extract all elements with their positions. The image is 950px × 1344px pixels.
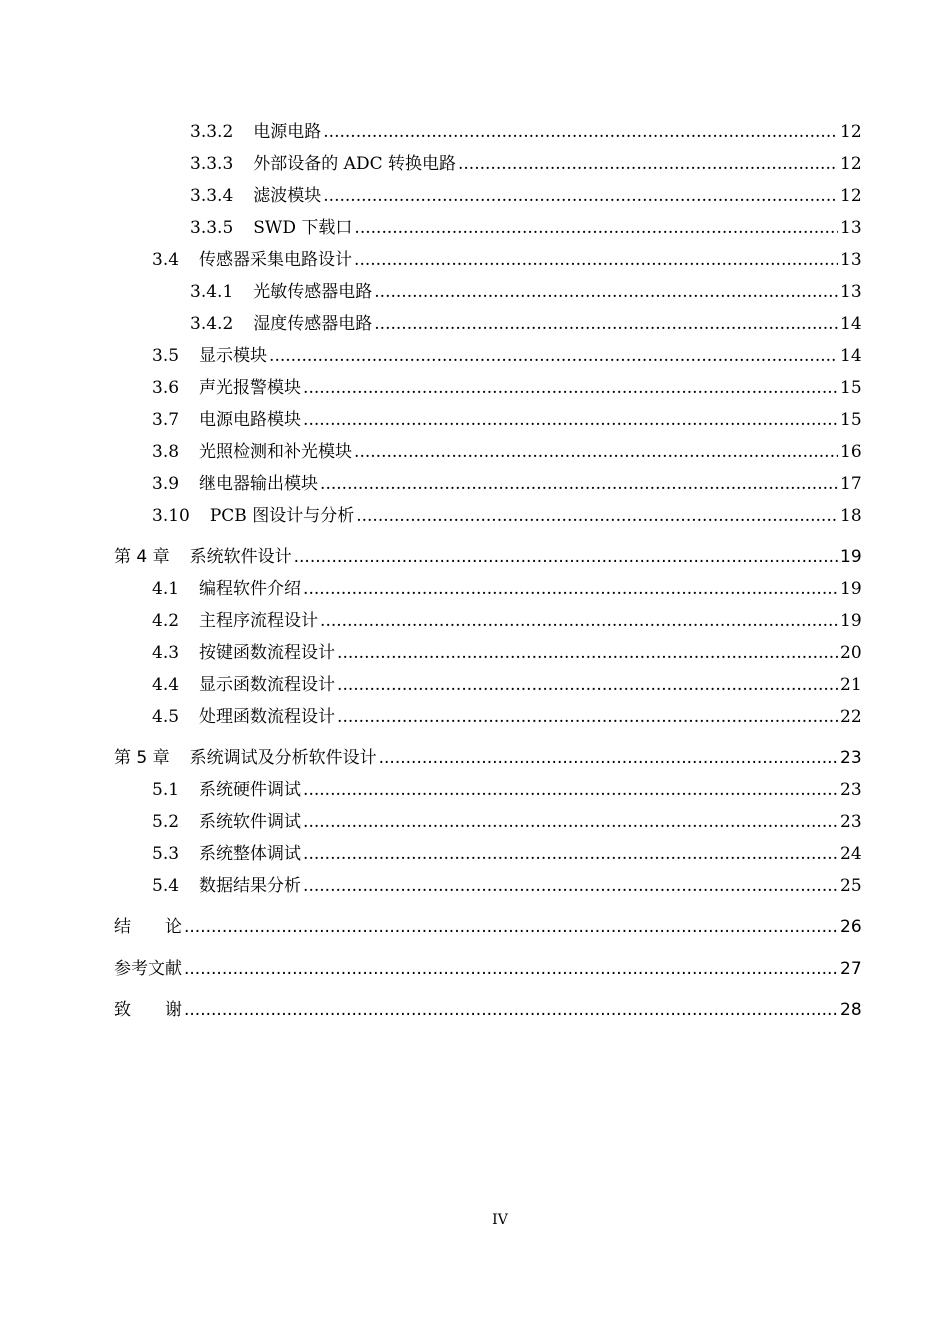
toc-entry-page: 23	[840, 780, 862, 800]
toc-leader-dots	[323, 120, 838, 144]
toc-conclusion-entry[interactable]	[114, 915, 860, 939]
toc-leader-dots	[320, 472, 838, 496]
toc-entry-number: 第 4 章	[114, 547, 170, 567]
toc-entry[interactable]	[152, 472, 860, 496]
toc-entry[interactable]	[152, 248, 860, 272]
toc-entry-number: 3.4	[152, 250, 180, 270]
toc-leader-dots	[374, 312, 838, 336]
toc-leader-dots	[294, 545, 838, 569]
toc-leader-dots	[356, 504, 838, 528]
toc-entry[interactable]	[152, 810, 860, 834]
toc-entry-title: 电源电路模块	[199, 410, 302, 430]
toc-entry-page: 19	[840, 547, 862, 567]
toc-entry-page: 15	[840, 410, 862, 430]
toc-entry-page: 13	[840, 218, 862, 238]
toc-entry-page: 26	[840, 917, 862, 937]
toc-entry-number: 3.3.2	[190, 122, 234, 142]
toc-leader-dots	[337, 641, 838, 665]
toc-entry-number: 4.2	[152, 611, 180, 631]
toc-entry-page: 22	[840, 707, 862, 727]
toc-entry-page: 14	[840, 314, 862, 334]
toc-entry-title: 处理函数流程设计	[199, 707, 336, 727]
toc-entry-title: 系统调试及分析软件设计	[189, 748, 377, 768]
toc-entry-page: 24	[840, 844, 862, 864]
toc-entry-title: 主程序流程设计	[199, 611, 319, 631]
toc-entry-title: 参考文献	[114, 959, 182, 979]
toc-leader-dots	[303, 874, 838, 898]
toc-entry-title: 光照检测和补光模块	[199, 442, 353, 462]
toc-leader-dots	[379, 746, 838, 770]
toc-entry-title: SWD 下载口	[253, 218, 353, 238]
toc-entry-number: 3.3.3	[190, 154, 234, 174]
toc-entry-title: 系统硬件调试	[199, 780, 302, 800]
toc-leader-dots	[303, 376, 838, 400]
toc-entry-title: 系统软件调试	[199, 812, 302, 832]
toc-entry-page: 16	[840, 442, 862, 462]
toc-entry-title: 传感器采集电路设计	[199, 250, 353, 270]
toc-leader-dots	[184, 998, 838, 1022]
toc-entry-title: 按键函数流程设计	[199, 643, 336, 663]
toc-chapter-entry[interactable]	[114, 545, 860, 569]
toc-entry[interactable]	[190, 280, 860, 304]
toc-entry-number: 3.9	[152, 474, 180, 494]
toc-entry-title: 电源电路	[253, 122, 322, 142]
toc-entry-number: 3.4.2	[190, 314, 234, 334]
toc-entry[interactable]	[152, 504, 860, 528]
toc-entry-number: 4.1	[152, 579, 180, 599]
toc-entry-title: 致 谢	[114, 1000, 182, 1020]
toc-entry-page: 21	[840, 675, 862, 695]
toc-entry-page: 20	[840, 643, 862, 663]
toc-leader-dots	[337, 673, 838, 697]
toc-entry-page: 19	[840, 579, 862, 599]
toc-entry[interactable]	[190, 120, 860, 144]
toc-entry-page: 12	[840, 122, 862, 142]
toc-entry-number: 4.5	[152, 707, 180, 727]
toc-entry-number: 3.5	[152, 346, 180, 366]
toc-entry-number: 5.2	[152, 812, 180, 832]
toc-entry-page: 17	[840, 474, 862, 494]
toc-entry[interactable]	[152, 641, 860, 665]
toc-entry-title: 滤波模块	[253, 186, 322, 206]
toc-entry-number: 5.1	[152, 780, 180, 800]
toc-leader-dots	[303, 842, 838, 866]
toc-entry-title: 继电器输出模块	[199, 474, 319, 494]
toc-entry-number: 4.3	[152, 643, 180, 663]
toc-entry-page: 23	[840, 812, 862, 832]
toc-leader-dots	[303, 408, 838, 432]
toc-entry-page: 12	[840, 186, 862, 206]
toc-chapter-entry[interactable]	[114, 746, 860, 770]
toc-leader-dots	[337, 705, 838, 729]
toc-entry-title: 外部设备的 ADC 转换电路	[253, 154, 456, 174]
toc-entry-number: 3.10	[152, 506, 190, 526]
toc-leader-dots	[303, 778, 838, 802]
toc-leader-dots	[354, 248, 838, 272]
page-footer-number: IV	[492, 1212, 508, 1228]
toc-entry[interactable]	[152, 344, 860, 368]
toc-entry-number: 5.3	[152, 844, 180, 864]
toc-entry[interactable]	[152, 673, 860, 697]
toc-entry-page: 23	[840, 748, 862, 768]
toc-entry-title: 结 论	[114, 917, 182, 937]
toc-entry[interactable]	[152, 705, 860, 729]
toc-entry-title: 显示函数流程设计	[199, 675, 336, 695]
toc-entry-title: 系统整体调试	[199, 844, 302, 864]
toc-entry-number: 5.4	[152, 876, 180, 896]
toc-leader-dots	[374, 280, 838, 304]
toc-entry-number: 3.3.4	[190, 186, 234, 206]
toc-entry-title: PCB 图设计与分析	[209, 506, 355, 526]
toc-entry-page: 25	[840, 876, 862, 896]
toc-entry-page: 13	[840, 282, 862, 302]
toc-entry-number: 3.3.5	[190, 218, 234, 238]
toc-references-entry[interactable]	[114, 957, 860, 981]
toc-entry[interactable]	[152, 577, 860, 601]
toc-leader-dots	[269, 344, 838, 368]
toc-leader-dots	[354, 216, 838, 240]
toc-entry-title: 声光报警模块	[199, 378, 302, 398]
toc-leader-dots	[354, 440, 838, 464]
toc-entry-number: 3.4.1	[190, 282, 234, 302]
toc-entry-title: 编程软件介绍	[199, 579, 302, 599]
toc-entry-number: 3.8	[152, 442, 180, 462]
toc-entry-page: 19	[840, 611, 862, 631]
toc-entry-title: 湿度传感器电路	[253, 314, 373, 334]
toc-entry-page: 14	[840, 346, 862, 366]
toc-entry-title: 系统软件设计	[189, 547, 292, 567]
toc-entry-page: 18	[840, 506, 862, 526]
toc-leader-dots	[303, 810, 838, 834]
toc-entry-number: 3.6	[152, 378, 180, 398]
toc-leader-dots	[320, 609, 838, 633]
toc-entry-page: 12	[840, 154, 862, 174]
toc-entry-title: 光敏传感器电路	[253, 282, 373, 302]
toc-entry[interactable]	[152, 609, 860, 633]
toc-entry[interactable]	[152, 778, 860, 802]
toc-entry-title: 数据结果分析	[199, 876, 302, 896]
toc-leader-dots	[458, 152, 838, 176]
toc-leader-dots	[323, 184, 838, 208]
toc-entry-page: 27	[840, 959, 862, 979]
toc-entry[interactable]	[190, 216, 860, 240]
toc-entry-number: 第 5 章	[114, 748, 170, 768]
toc-leader-dots	[184, 915, 838, 939]
toc-entry[interactable]	[190, 312, 860, 336]
toc-entry[interactable]	[152, 842, 860, 866]
toc-entry[interactable]	[152, 874, 860, 898]
toc-entry-number: 3.7	[152, 410, 180, 430]
toc-entry-number: 4.4	[152, 675, 180, 695]
toc-entry[interactable]	[190, 152, 860, 176]
toc-entry[interactable]	[152, 408, 860, 432]
toc-entry-title: 显示模块	[199, 346, 268, 366]
toc-entry-page: 13	[840, 250, 862, 270]
toc-leader-dots	[184, 957, 838, 981]
toc-entry[interactable]	[152, 376, 860, 400]
toc-leader-dots	[303, 577, 838, 601]
toc-entry[interactable]	[190, 184, 860, 208]
toc-entry-page: 15	[840, 378, 862, 398]
toc-acknowledgements-entry[interactable]	[114, 998, 860, 1022]
toc-entry[interactable]	[152, 440, 860, 464]
toc-entry-page: 28	[840, 1000, 862, 1020]
